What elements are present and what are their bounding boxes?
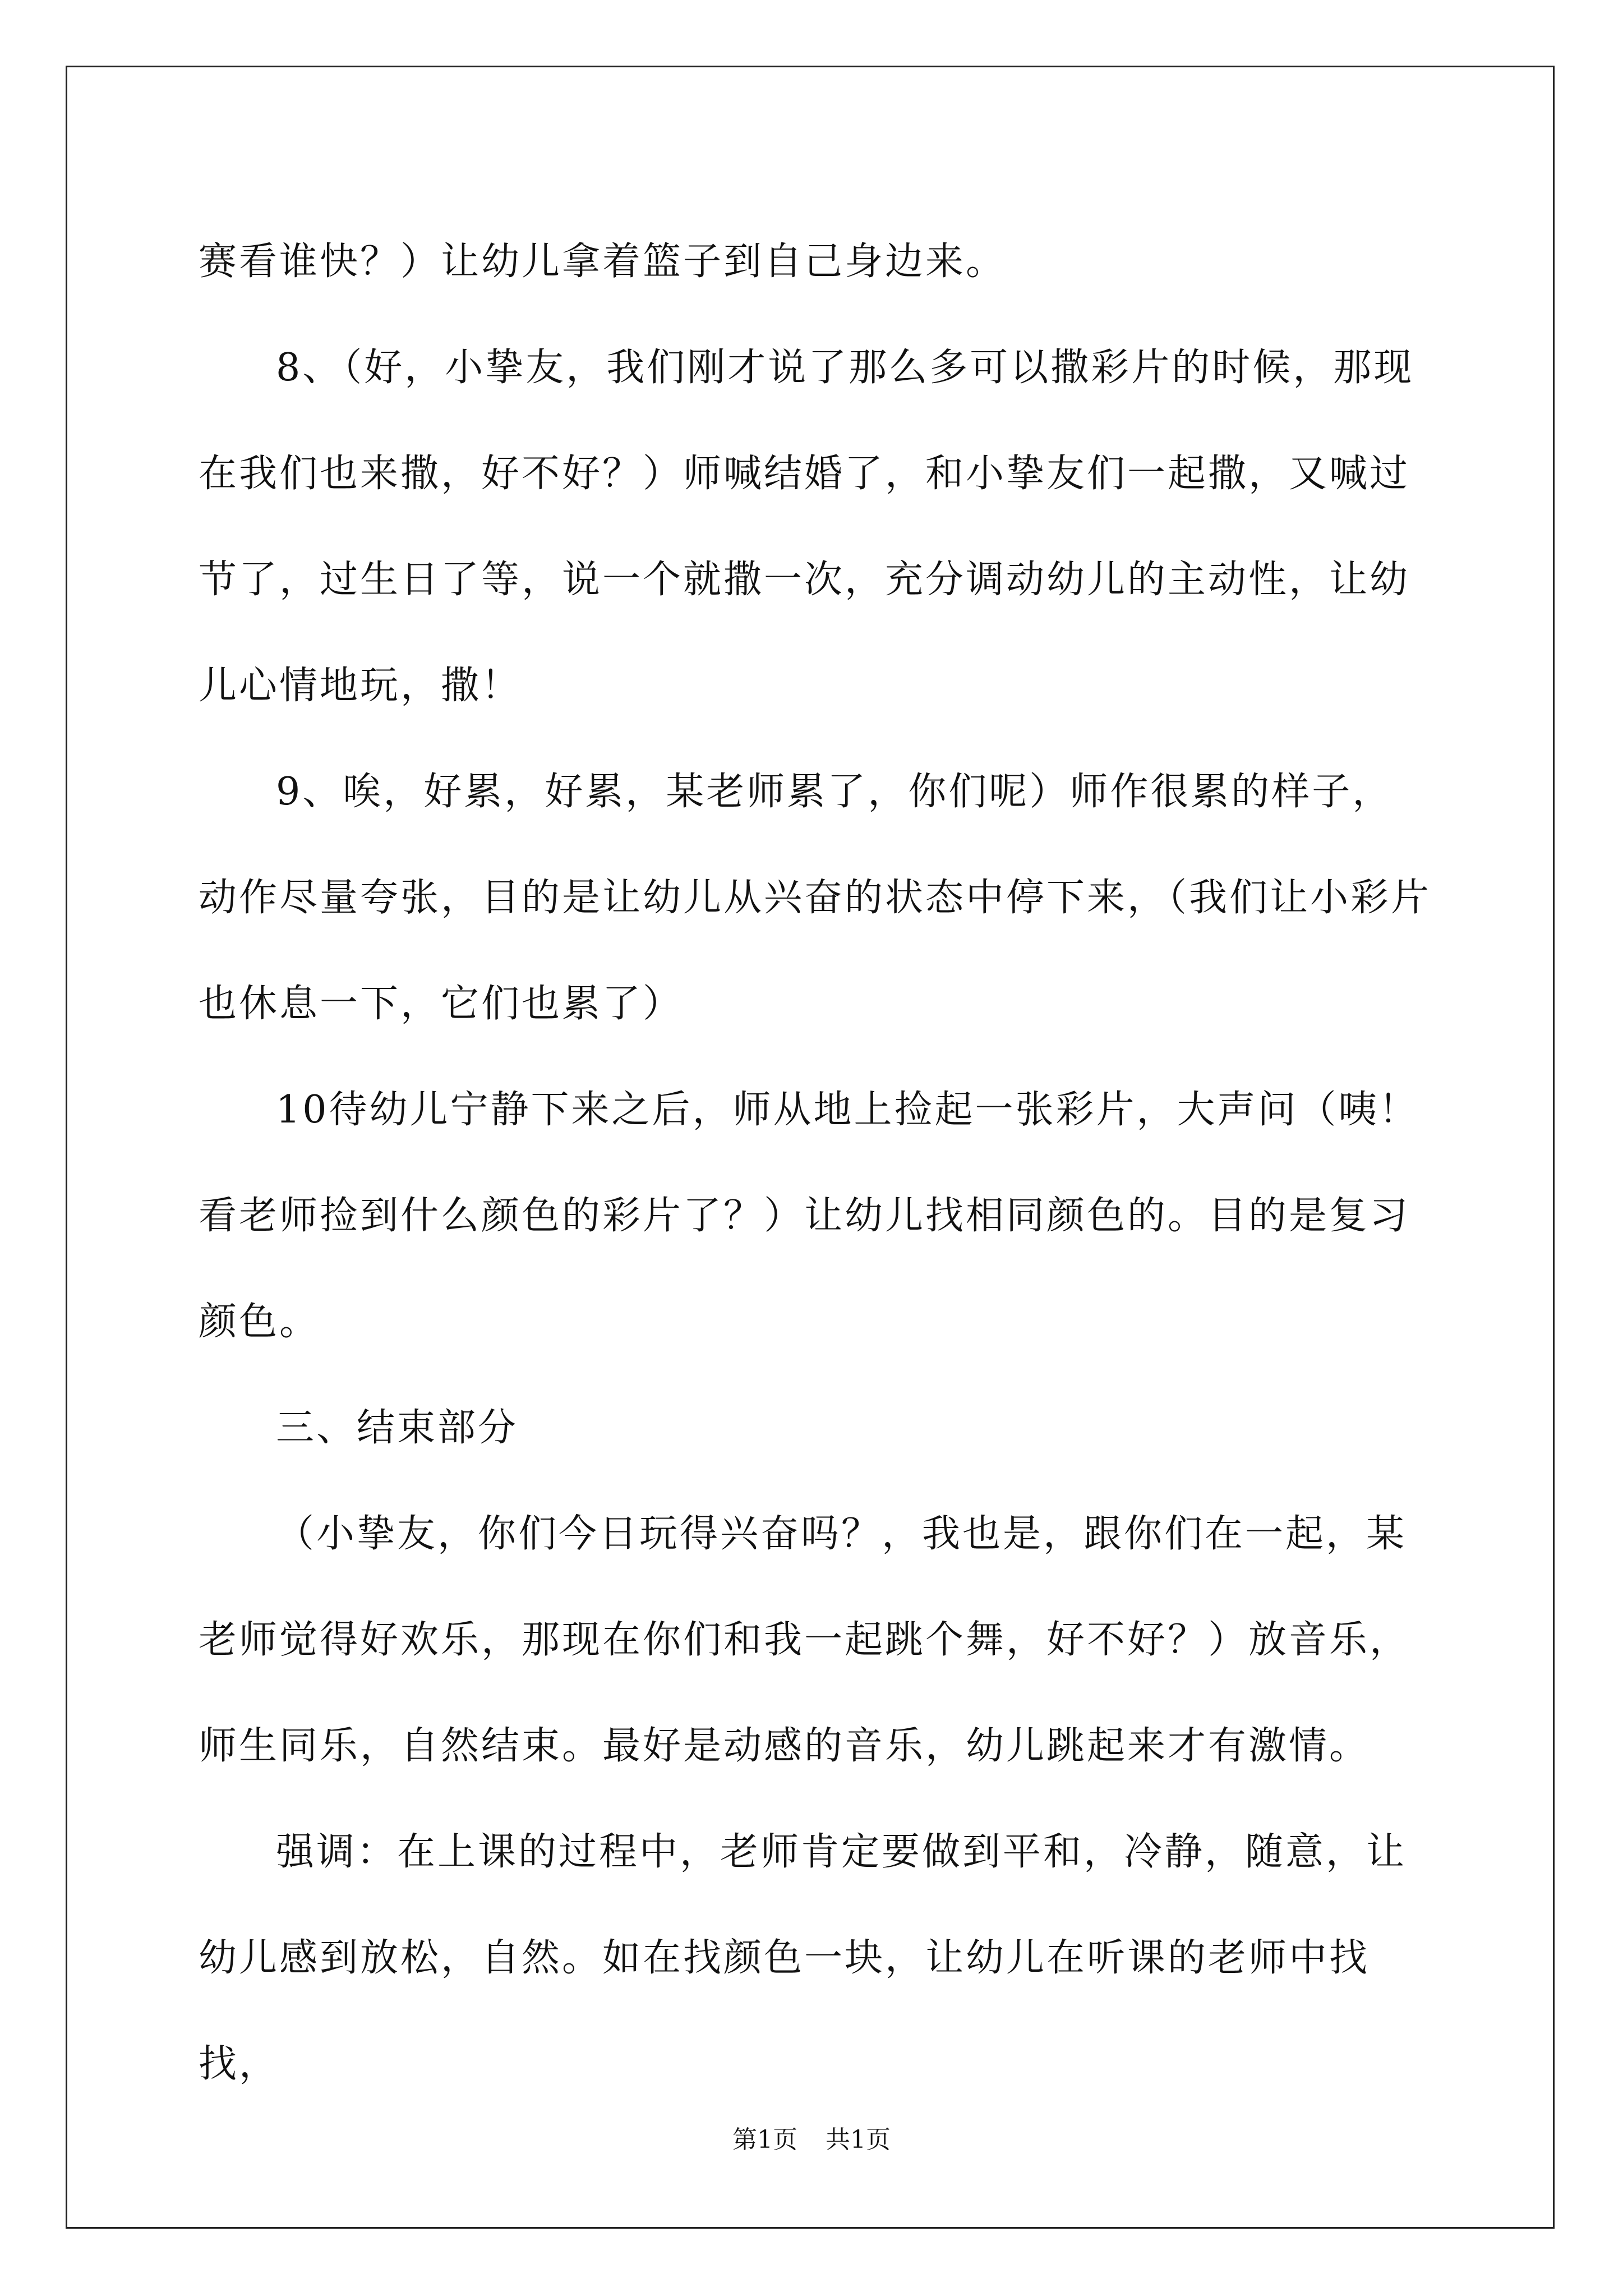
paragraph-5: （小挚友，你们今日玩得兴奋吗？，我也是，跟你们在一起，某老师觉得好欢乐，那现在你们和我一起跳个舞，好不好？）放音乐，师生同乐，自然结束。最好是动感的音乐，幼儿跳起来才有激情。: [199, 1512, 1410, 1768]
paragraph-3: 9、唉，好累，好累，某老师累了，你们呢）师作很累的样子，动作尽量夸张，目的是让幼儿从兴奋的状态中停下来，（我们让小彩片也休息一下，它们也累了）: [199, 770, 1432, 1026]
paragraph-1: 赛看谁快？）让幼儿拿着篮子到自己身边来。: [199, 240, 1007, 284]
paragraph-4: 10待幼儿宁静下来之后，师从地上捡起一张彩片，大声问（咦！看老师捡到什么颜色的彩片了？）让幼儿找相同颜色的。目的是复习颜色。: [199, 1088, 1419, 1344]
page-total: 共1页: [826, 2125, 891, 2154]
paragraph-2: 8、（好，小挚友，我们刚才说了那么多可以撒彩片的时候，那现在我们也来撒，好不好？）师喊结婚了，和小挚友们一起撒，又喊过节了，过生日了等，说一个就撒一次，充分调动幼儿的主动性，让幼儿心情地玩，撒！: [199, 346, 1414, 708]
page-number: 第1页: [732, 2125, 797, 2154]
page-footer: [0, 2119, 1623, 2155]
paragraph-6: 强调：在上课的过程中，老师肯定要做到平和，冷静，随意，让幼儿感到放松，自然。如在找颜色一块，让幼儿在听课的老师中找找，: [199, 1830, 1407, 2086]
section-heading: 三、结束部分: [276, 1406, 519, 1450]
document-body: [199, 209, 1432, 2117]
